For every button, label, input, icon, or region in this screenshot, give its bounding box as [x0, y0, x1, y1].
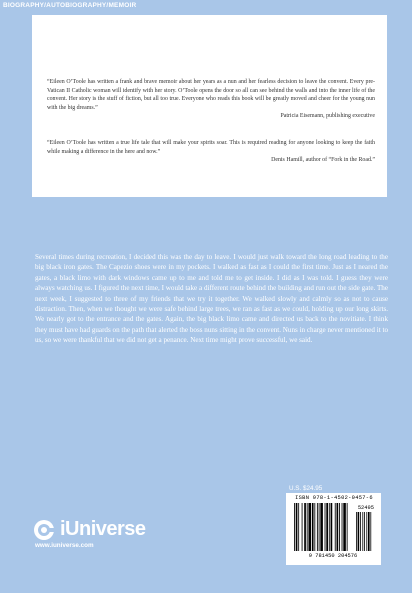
barcode-block [286, 493, 381, 565]
book-excerpt: Several times during recreation, I decided this was the day to leave. I would just walk toward the long road leading to the big black iron gates. The Capezio shoes were in my pockets. I walked as fast as I could the first time. Just as I neared the gates, a black limo with dark windows came up to me and told me to get inside. I did as I was told. I guess they were always watching us. I figured the next time, I would take a different route behind the building and run out the side gate. The next week, I suggested to three of my friends that we try it together. We walked slowly and calmly so as not to cause distraction. Then, when we thought we were safe behind large trees, we ran as fast as we could, holding up our long skirts. We nearly got to the entrance and the gates. Again, the big black limo came and directed us back to the novitiate. I think they must have had guards on the path that alerted the boss nuns sitting in the convent. Nuns in charge never mentioned it to us, so we were thankful that we did not get a penance. Next time might prove successful, we said. [35, 253, 388, 345]
publisher-name: iUniverse [60, 518, 146, 540]
isbn-label: ISBN 978-1-4502-0457-6 [295, 495, 373, 501]
barcode-image [292, 503, 376, 553]
endorsement-quote [47, 78, 375, 121]
publisher-url: www.iuniverse.com [35, 542, 94, 549]
quote-attribution: Denis Hamill, author of “Fork in the Road.” [271, 157, 375, 164]
price-label: U.S. $24.95 [289, 485, 323, 492]
endorsement-quote [47, 139, 375, 165]
quote-attribution: Patricia Eisemann, publishing executive [280, 113, 375, 120]
barcode-number: 9 781450 204576 [308, 553, 358, 559]
quote-text: “Eileen O’Toole has written a frank and brave memoir about her years as a nun and her fearless decision to leave the convent. Every pre-Vatican II Catholic woman will identify with her story. O’Toole opens the door so all can see behind the walls and into the inner life of the convent. Her story is the stuff of fiction, but all too true. Everyone who reads this book will be greatly moved and cheer for the young nun with the big dreams.” [47, 79, 375, 111]
category-label: BIOGRAPHY/AUTOBIOGRAPHY/MEMOIR [3, 2, 137, 9]
publisher-logo-icon [32, 518, 58, 542]
quote-text: “Eileen O’Toole has written a true life tale that will make your spirits soar. This is required reading for anyone looking to keep the faith while making a difference in the here and now.” [47, 140, 375, 155]
price-code: 52495 [357, 505, 374, 511]
